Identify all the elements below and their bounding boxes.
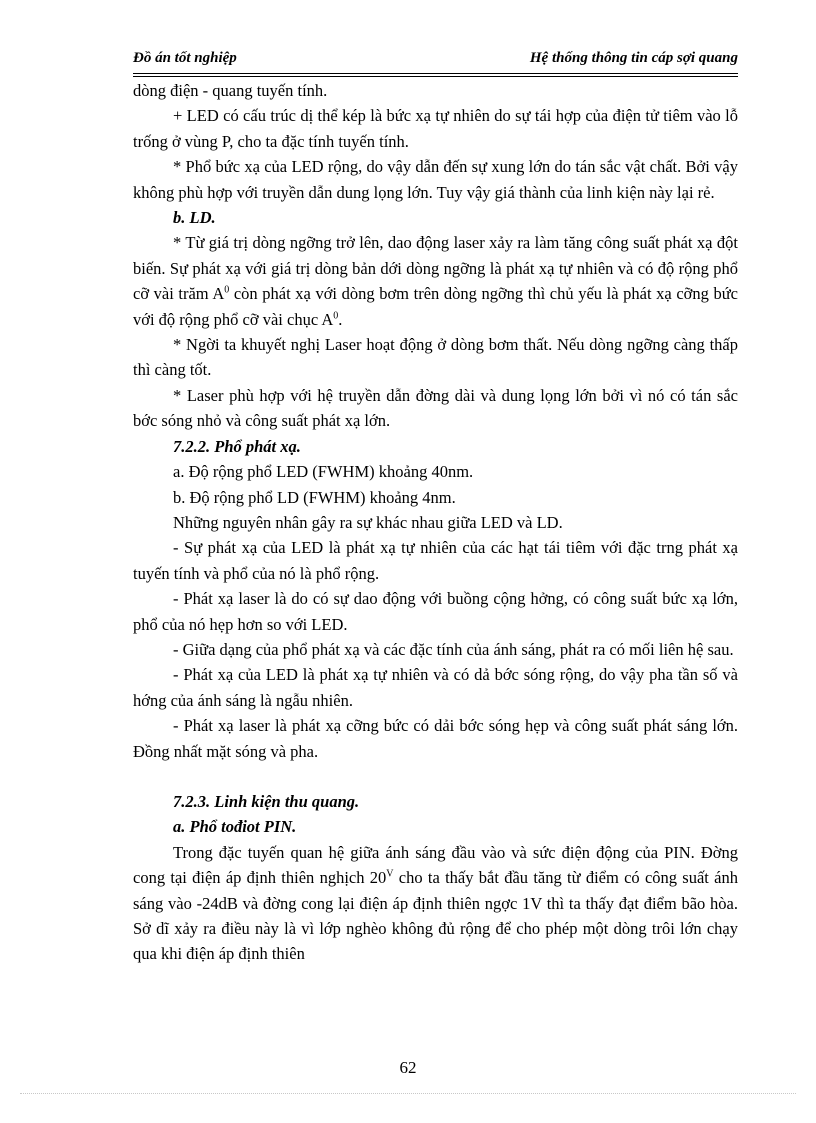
header-left-title: Đồ án tốt nghiệp (133, 50, 237, 66)
subsection-heading-pin: a. Phổ tođiot PIN. (173, 817, 297, 837)
text-run: Trong đặc tuyến quan hệ giữa ánh sáng đầu vào và sức điện động của PIN. Đờng cong tại điện áp định thiên nghịch 20 (133, 842, 738, 888)
page-bottom-dotted-edge (20, 1093, 796, 1094)
paragraph: * Laser phù hợp với hệ truyền dẫn đờng dài và dung lọng lớn bởi vì nó có tán sắc bớc sóng nhỏ và công suất phát xạ lớn. (133, 385, 738, 431)
spacer (133, 764, 738, 789)
paragraph: * Ngời ta khuyết nghị Laser hoạt động ở dòng bơm thất. Nếu dòng ngỡng càng thấp thì càng tốt. (133, 335, 738, 380)
paragraph: a. Độ rộng phổ LED (FWHM) khoảng 40nm. (173, 462, 474, 482)
page-number: 62 (399, 1058, 417, 1077)
document-body (133, 78, 738, 967)
text-run: . (338, 309, 343, 329)
page-header (133, 50, 738, 72)
text-run: còn phát xạ với dòng bơm trên dòng ngỡng thì chủ yếu là phát xạ cỡng bức với độ rộng phổ cỡ vài chục A (133, 284, 738, 329)
paragraph (133, 230, 738, 332)
superscript: 0 (333, 310, 339, 322)
section-heading-ld: b. LD. (173, 208, 216, 228)
text-run: * Từ giá trị dòng ngỡng trở lên, dao động laser xảy ra làm tăng công suất phát xạ đột biến. Sự phát xạ với giá trị dòng bản dới dòng ngỡng là phát xạ tự nhiên và có độ rộng phổ cỡ vài trăm A (133, 233, 738, 304)
paragraph: - Phát xạ laser là phát xạ cỡng bức có dải bớc sóng hẹp và công suất phát sáng lớn. Đồng nhất mặt sóng và pha. (133, 716, 738, 761)
paragraph: - Phát xạ của LED là phát xạ tự nhiên và có dả bớc sóng rộng, do vậy pha tần số và hớng của ánh sáng là ngẫu nhiên. (133, 665, 738, 710)
paragraph: - Phát xạ laser là do có sự dao động với buồng cộng hởng, có công suất bức xạ lớn, phổ của nó hẹp hơn so với LED. (133, 589, 738, 634)
section-heading-7-2-3: 7.2.3. Linh kiện thu quang. (173, 791, 360, 811)
paragraph: dòng điện - quang tuyến tính. (133, 81, 328, 100)
paragraph: * Phổ bức xạ của LED rộng, do vậy dẫn đến sự xung lớn do tán sắc vật chất. Bởi vậy không phù hợp với truyền dẫn dung lọng lớn. Tuy vậy giá thành của linh kiện này lại rẻ. (133, 157, 738, 202)
header-double-rule (133, 73, 738, 77)
paragraph: b. Độ rộng phổ LD (FWHM) khoảng 4nm. (173, 487, 456, 507)
paragraph: Những nguyên nhân gây ra sự khác nhau giữa LED và LD. (173, 512, 563, 532)
paragraph (133, 840, 738, 967)
paragraph: + LED có cấu trúc dị thể kép là bức xạ tự nhiên do sự tái hợp của điện tử tiêm vào lỗ trống ở vùng P, cho ta đặc tính tuyến tính. (133, 106, 738, 151)
paragraph: - Sự phát xạ của LED là phát xạ tự nhiên của các hạt tái tiêm với đặc trng phát xạ tuyến tính và phổ của nó là phổ rộng. (133, 538, 738, 583)
section-heading-7-2-2: 7.2.2. Phổ phát xạ. (173, 436, 301, 456)
superscript: V (386, 868, 394, 880)
paragraph: - Giữa dạng của phổ phát xạ và các đặc tính của ánh sáng, phát ra có mối liên hệ sau. (173, 639, 734, 659)
header-right-title: Hệ thống thông tin cáp sợi quang (529, 50, 738, 66)
superscript: 0 (224, 284, 230, 296)
text-run: cho ta thấy bắt đầu tăng từ điểm có công suất ánh sáng vào -24dB và đờng cong lại điện áp định thiên ngợc 1V thì ta thấy đạt điểm bão hòa. Sở dĩ xảy ra điều này là vì lớp nghèo không đủ rộng để cho phép một dòng trôi lớn chạy qua khi điện áp định thiên (133, 868, 738, 964)
